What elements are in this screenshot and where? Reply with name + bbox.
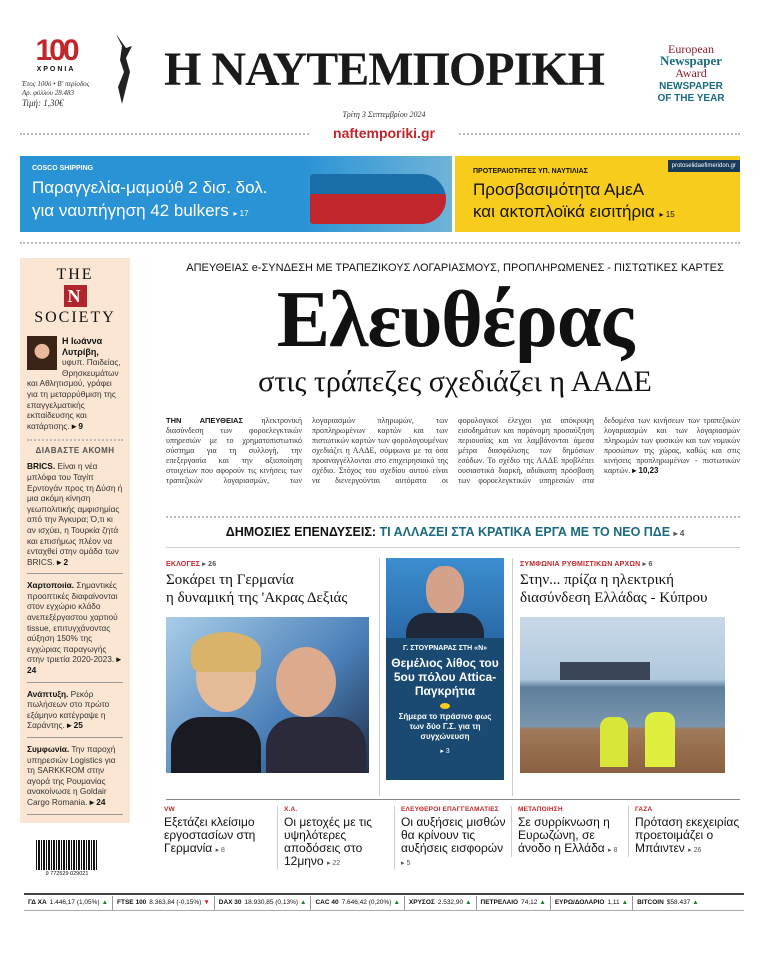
story-interconnector[interactable] [520,560,742,773]
ticker-item [215,896,312,910]
page-ref: ▸ 2 [56,556,69,567]
item-text: Ρεκόρ πωλήσεων στο πρώτο εξάμηνο κατέγραψε η Σαράντης. [27,688,110,731]
anniversary-label: ΧΡΟΝΙΑ [36,66,76,73]
strap-label: ΔΗΜΟΣΙΕΣ ΕΠΕΝΔΥΣΕΙΣ: [225,525,377,539]
divider [27,439,123,441]
ticker-value: 2.532,90 [437,898,464,906]
brief-kicker: ΓΑΖΑ [635,806,653,813]
avatar [27,336,57,370]
page-ref: ▸ 17 [233,209,249,218]
ticker-name: ΕΥΡΩ/ΔΟΛΑΡΙΟ [554,898,605,906]
award-line: European [668,42,714,56]
price: Τιμή: 1,30€ [22,98,64,108]
page-ref: ▸ 15 [659,210,675,219]
ticker-name: CAC 40 [315,898,339,906]
divider [166,799,740,800]
sidebar-item[interactable] [27,461,123,574]
hermes-logo-icon [112,32,136,107]
website-link[interactable]: naftemporiki.gr [310,124,458,142]
ship-image [310,174,446,224]
item-head: Ανάπτυξη. [27,688,69,699]
ticker-item [405,896,477,910]
portrait-photo [386,558,504,638]
ticker-name: ΧΡΥΣΟΣ [408,898,435,906]
page-ref: ▸ 25 [67,720,83,731]
page-ref: ▸ 6 [642,561,653,568]
logo-n: N [64,285,87,307]
issue-date: Τρίτη 3 Σεπτεμβρίου 2024 [342,110,426,119]
award-line: NEWSPAPER [659,81,723,92]
arrow-up-icon: ▲ [101,898,109,906]
barcode-number: 9 772529 029021 [45,871,89,877]
banner-title-line2 [32,200,249,224]
page-ref: ▸ 24 [27,654,121,676]
banner-title-line2 [473,201,675,225]
issue-info [22,80,112,109]
ticker-name: ΓΔ ΧΑ [28,898,47,906]
brief-text: Οι αυξήσεις μισθών θα κρίνουν τις αυξήσεις εισφορών [401,815,506,855]
arrow-up-icon: ▲ [300,898,307,906]
arrow-up-icon: ▲ [692,898,699,906]
brief-item[interactable] [628,806,745,857]
story-germany[interactable] [166,560,374,773]
anniversary-logo [26,36,86,73]
story-kicker: ΕΚΛΟΓΕΣ [166,561,201,568]
profile-name: Η Ιωάννα Λυτρίβη, [62,336,103,357]
ticker-item [311,896,404,910]
sidebar [20,258,130,823]
ticker-name: ΠΕΤΡΕΛΑΙΟ [480,898,519,906]
lede: ΤΗΝ ΑΠΕΥΘΕΙΑΣ [166,416,243,425]
item-head: BRICS. [27,461,56,472]
bullet-icon [440,703,450,709]
banner-ministry[interactable] [455,156,740,232]
brief-kicker: Χ.Α. [284,806,298,813]
banner-title: για ναυπήγηση 42 bulkers [32,201,229,220]
market-ticker [24,893,744,911]
body-text: ηλεκτρονική διασύνδεση των φοροελεγκτικών υπηρεσιών με το χρηματοπιστωτικό σύστημα για τη συλλογή, την επεξεργασία και την αξιοποίηση στοιχείων που αφορούν τις κινήσεις των τραπεζικών λογαριασμών, των λογαριασμών πληρωμών, των προπληρωμένων καρτών και των πιστωτικών καρτών των φορολογουμένων σχεδιάζει η ΑΑΔΕ, σύμφωνα με τα όσα προαναγγέλλονται στο επιχειρησιακό της σχέδιο. Στόχος του σχεδίου αυτού είναι να διενεργούνται αυτόματα οι φορολογικοί έλεγχοι για απόκρυψη εισοδημάτων και παράνομη προσαύξηση περιουσίας και να λαμβάνονται άμεσα μέτρα διασφάλισης των δημόσιων εσόδων. Το σχέδιο της ΑΑΔΕ προβλέπει ουσιαστικά διαρκή, αδιάκοπη πρόσβαση των φοροελεγκτικών υπηρεσιών στα δεδομένα των κινήσεων των τραπεζικών λογαριασμών και των λογαριασμών πληρωμών των φυσικών και των νομικών προσώπων της χώρας, καθώς και στις κινήσεις προπληρωμένων - πιστωτικών καρτών. [166,416,740,485]
story-title: Θεμέλιος λίθος του 5ου πόλου Attica-Παγκρήτια [391,656,499,698]
brief-item[interactable] [394,806,511,870]
arrow-up-icon: ▲ [393,898,400,906]
story-title: διασύνδεση Ελλάδας - Κύπρου [520,590,708,606]
ticker-name: DAX 30 [218,898,242,906]
item-text: Την παροχή υπηρεσιών Logistics για τη SARKKROM στην αγορά της Ρουμανίας ανακοίνωσε η Goldair Cargo Romania. [27,744,116,807]
divider [379,558,380,796]
profile-item[interactable] [27,336,123,431]
item-text: Σημαντικές προοπτικές διαφαίνονται στον εγχώριο κλάδο ανεπεξέργαστου χαρτιού tissue, επιτυγχάνοντας αύξηση 150% της εγχώριας παραγωγής στην τριετία 2020-2023. [27,580,118,665]
story-title: Στην... πρίζα η ηλεκτρική [520,572,675,588]
story-photo [166,617,369,773]
story-sub: Σήμερα το πράσινο φως των δύο Γ.Σ. για τη συγχώνευση [398,712,492,741]
story-title: η δυναμική της 'Ακρας Δεξιάς [166,590,348,606]
story-kicker: ΣΥΜΦΩΝΙΑ ΡΥΘΜΙΣΤΙΚΩΝ ΑΡΧΩΝ [520,561,641,568]
brief-kicker: ΜΕΤΑΠΟΙΗΣΗ [518,806,563,813]
ticker-value: 74,12 [521,898,538,906]
sidebar-item[interactable] [27,689,123,738]
page-ref: ▸ 4 [673,529,685,538]
lead-body [166,416,740,486]
brief-text: Σε συρρίκνωση η Ευρωζώνη, σε άνοδο η Ελλάδα [518,815,610,855]
ticker-name: FTSE 100 [117,898,147,906]
ticker-item [24,896,113,910]
page-ref: ▸ 10,23 [632,466,659,475]
brief-kicker: ΕΛΕΥΘΕΡΟΙ ΕΠΑΓΓΕΛΜΑΤΙΕΣ [401,806,499,813]
item-head: Συμφωνία. [27,744,70,754]
arrow-down-icon: ▼ [203,898,210,906]
ticker-item [113,896,215,910]
page-ref: ▸ 26 [688,847,702,854]
ticker-item [477,896,551,910]
logo-text: SOCIETY [34,309,116,326]
page-ref: ▸ 26 [202,561,217,568]
story-stournaras[interactable] [386,558,504,780]
arrow-up-icon: ▲ [539,898,546,906]
logo-text: THE [56,266,94,283]
lead-subheadline[interactable]: στις τράπεζες σχεδιάζει η ΑΑΔΕ [258,365,652,398]
brief-item[interactable] [160,806,277,857]
page-ref: ▸ 8 [608,847,618,854]
lead-headline[interactable]: Ελευθέρας [276,276,634,364]
award-line: Award [675,66,707,80]
brief-kicker: VW [164,806,175,813]
story-title: Σοκάρει τη Γερμανία [166,572,294,588]
brief-text: Πρόταση εκεχειρίας προετοιμάζει ο Μπάιντεν [635,815,740,855]
newspaper-title[interactable]: Η ΝΑΥΤΕΜΠΟΡΙΚΗ [164,43,604,96]
n-society-logo [27,266,123,326]
ticker-name: BITCOIN [637,898,664,906]
ticker-value: 1.446,17 (1,05%) [49,898,100,906]
page-ref: ▸ 9 [71,420,83,431]
item-head: Χαρτοποιία. [27,580,75,591]
award-line: OF THE YEAR [657,93,725,104]
watermark: protoselidaefimeridon.gr [668,160,740,172]
issue-number: Αρ. φύλλου 28.483 [22,89,74,97]
sidebar-item[interactable] [27,580,123,682]
barcode [36,840,98,880]
ticker-value: 1,11 [607,898,620,906]
ticker-item [551,896,633,910]
arrow-up-icon: ▲ [621,898,629,906]
page-ref: ▸ 3 [440,748,450,755]
banner-cosco[interactable] [20,156,452,232]
brief-text: Οι μετοχές με τις υψηλότερες αποδόσεις στο 12μηνο [284,815,373,868]
profile-text: υφυπ. Παιδείας, Θρησκευμάτων και Αθλητισμού, γράφει για τη μεταρρύθμιση της επαγγελματικής εκπαίδευσης και κατάρτισης. [27,357,121,431]
banner-title: Προσβασιμότητα ΑμεΑ [473,180,645,199]
ticker-value: 8.363,84 (-0,15%) [149,898,202,906]
banner-title: και ακτοπλοϊκά εισιτήρια [473,202,655,221]
strap-text: ΤΙ ΑΛΛΑΖΕΙ ΣΤΑ ΚΡΑΤΙΚΑ ΕΡΓΑ ΜΕ ΤΟ ΝΕΟ ΠΔΕ [379,525,671,539]
divider [166,547,740,548]
arrow-up-icon: ▲ [465,898,472,906]
anniversary-number: 100 [35,34,77,67]
ticker-value: 18.930,85 (0,13%) [244,898,299,906]
banner-kicker: ΠΡΟΤΕΡΑΙΟΤΗΤΕΣ ΥΠ. ΝΑΥΤΙΛΙΑΣ [473,168,588,175]
divider [512,558,513,796]
page-ref: ▸ 5 [401,860,411,867]
ticker-item [633,896,703,910]
page-ref: ▸ 24 [89,796,106,807]
sidebar-item[interactable] [27,744,123,815]
page-ref: ▸ 22 [326,860,341,867]
award-line: Newspaper [659,53,723,68]
award-badge [632,43,750,105]
banner-kicker: COSCO SHIPPING [32,165,94,172]
brief-item[interactable] [277,806,394,870]
story-kicker: Γ. ΣΤΟΥΡΝΑΡΑΣ ΣΤΗ «Ν» [402,645,488,652]
item-text: Είναι η νέα μπλόφα του Ταγίπ Ερντογάν προς τη Δύση ή μια ακόμη κίνηση γεωπολιτικής αμφισημίας από την Άγκυρα; Ό,τι κι αν ισχύει, η Τουρκία ζητά και επισήμως πλέον να ενταχθεί στην ομάδα των BRICS. [27,461,123,567]
barcode-bars [36,840,98,870]
lead-kicker: ΑΠΕΥΘΕΙΑΣ e-ΣΥΝΔΕΣΗ ΜΕ ΤΡΑΠΕΖΙΚΟΥΣ ΛΟΓΑΡΙΑΣΜΟΥΣ, ΠΡΟΠΛΗΡΩΜΕΝΕΣ - ΠΙΣΤΩΤΙΚΕΣ ΚΑΡΤΕΣ [186,262,724,274]
brief-text: Εξετάζει κλείσιμο εργοστασίων στη Γερμανία [164,815,256,855]
ticker-value: 7.646,42 (0,20%) [341,898,392,906]
issue-line: Έτος 100ό • Β' περίοδος [22,80,90,88]
brief-item[interactable] [511,806,628,857]
page-ref: ▸ 8 [215,847,225,854]
divider [166,516,740,518]
ticker-value: $58.437 [666,898,691,906]
divider [20,242,740,244]
strap-headline[interactable] [160,524,750,542]
section-title: ΔΙΑΒΑΣΤΕ ΑΚΟΜΗ [35,446,115,456]
story-photo [520,617,725,773]
banner-title: Παραγγελία-μαμούθ 2 δισ. δολ. [32,178,268,197]
